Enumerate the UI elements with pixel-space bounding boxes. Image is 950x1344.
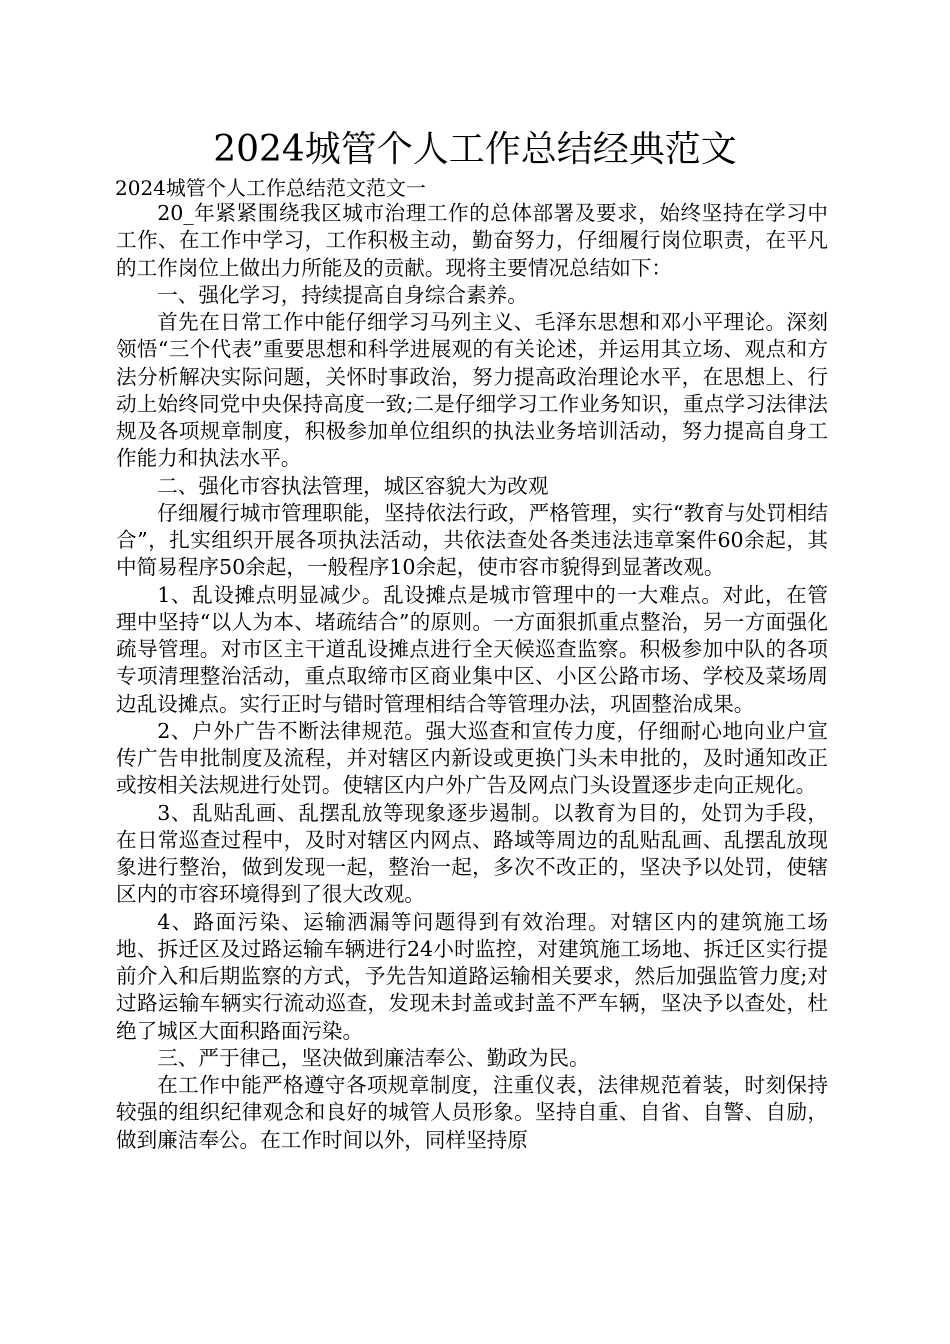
document-body <box>116 200 828 1154</box>
paragraph-item-2: 2、户外广告不断法律规范。强大巡查和宣传力度，仔细耐心地向业户宣传广告申批制度及流程，并对辖区内新设或更换门头未申批的，及时通知改正或按相关法规进行处罚。使辖区内户外广告及网点门头设置逐步走向正规化。 <box>116 718 828 798</box>
section-heading-1: 一、强化学习，持续提高自身综合素养。 <box>157 282 528 307</box>
paragraph-item-3: 3、乱贴乱画、乱摆乱放等现象逐步遏制。以教育为目的，处罚为手段，在日常巡查过程中，及时对辖区内网点、路域等周边的乱贴乱画、乱摆乱放现象进行整治，做到发现一起，整治一起，多次不改正的，坚决予以处罚，使辖区内的市容环境得到了很大改观。 <box>116 800 828 907</box>
document-title: 2024城管个人工作总结经典范文 <box>213 129 737 170</box>
document-subtitle: 2024城管个人工作总结范文范文一 <box>115 176 426 200</box>
paragraph-study: 首先在日常工作中能仔细学习马列主义、毛泽东思想和邓小平理论。深刻领悟“三个代表”重要思想和科学进展观的有关论述，并运用其立场、观点和方法分析解决实际问题，关怀时事政治，努力提高政治理论水平，在思想上、行动上始终同党中央保持高度一致;二是仔细学习工作业务知识，重点学习法律法规及各项规章制度，积极参加单位组织的执法业务培训活动，努力提高自身工作能力和执法水平。 <box>116 310 828 471</box>
paragraph-item-4: 4、路面污染、运输洒漏等问题得到有效治理。对辖区内的建筑施工场地、拆迁区及过路运输车辆进行24小时监控，对建筑施工场地、拆迁区实行提前介入和后期监察的方式，予先告知道路运输相关要求，然后加强监管力度;对过路运输车辆实行流动巡查，发现未封盖或封盖不严车辆，坚决予以查处，杜绝了城区大面积路面污染。 <box>116 909 828 1043</box>
paragraph-enforcement: 仔细履行城市管理职能，坚持依法行政，严格管理，实行“教育与处罚相结合”，扎实组织开展各项执法活动，共依法查处各类违法违章案件60余起，其中简易程序50余起，一般程序10余起，使市容市貌得到显著改观。 <box>116 500 828 580</box>
paragraph-item-1: 1、乱设摊点明显减少。乱设摊点是城市管理中的一大难点。对此，在管理中坚持“以人为本、堵疏结合”的原则。一方面狠抓重点整治，另一方面强化疏导管理。对市区主干道乱设摊点进行全天候巡查监察。积极参加中队的各项专项清理整治活动，重点取缔市区商业集中区、小区公路市场、学校及菜场周边乱设摊点。实行正时与错时管理相结合等管理办法，巩固整治成果。 <box>116 582 828 716</box>
section-heading-2: 二、强化市容执法管理，城区容貌大为改观 <box>157 473 549 498</box>
section-heading-3: 三、严于律己，坚决做到廉洁奉公、勤政为民。 <box>157 1045 590 1070</box>
paragraph-discipline: 在工作中能严格遵守各项规章制度，注重仪表，法律规范着装，时刻保持较强的组织纪律观念和良好的城管人员形象。坚持自重、自省、自警、自励，做到廉洁奉公。在工作时间以外，同样坚持原 <box>116 1073 828 1152</box>
paragraph-intro: 20_年紧紧围绕我区城市治理工作的总体部署及要求，始终坚持在学习中工作、在工作中学习，工作积极主动，勤奋努力，仔细履行岗位职责，在平凡的工作岗位上做出力所能及的贡献。现将主要情况总结如下： <box>116 201 828 280</box>
